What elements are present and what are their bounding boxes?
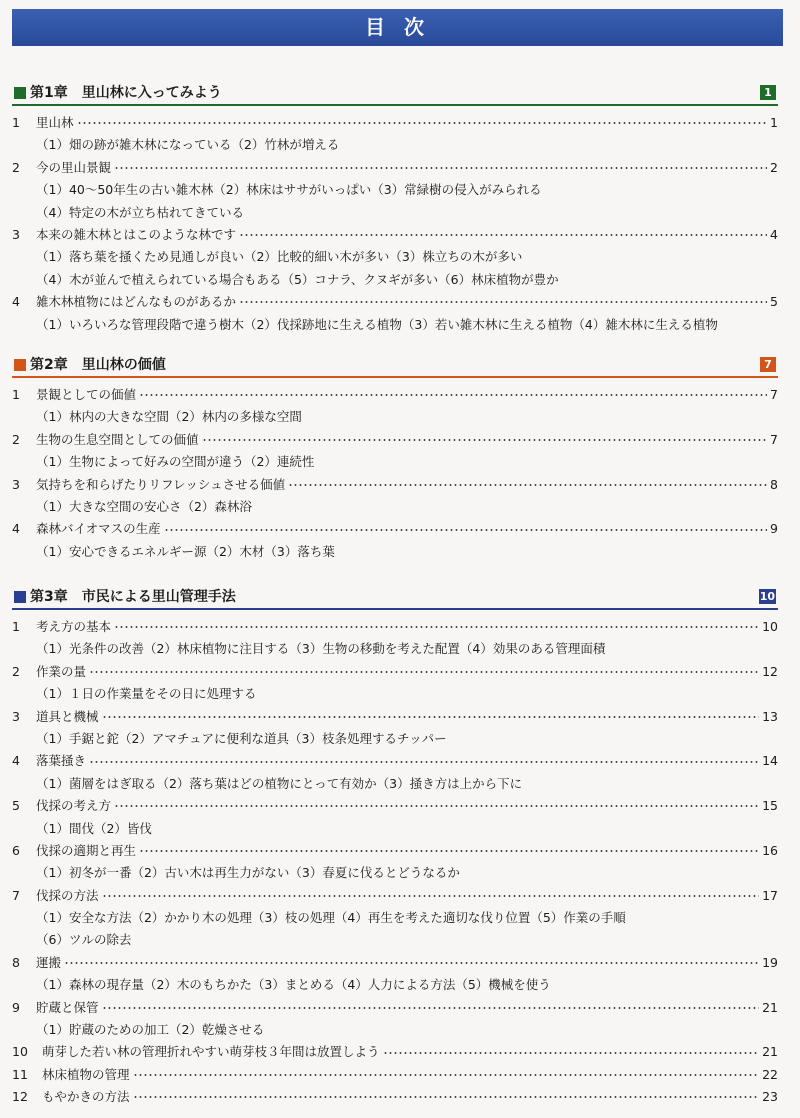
entry-page-number: 8 — [770, 476, 778, 492]
subtopic-line: （1）光条件の改善（2）林床植物に注目する（3）生物の移動を考えた配置（4）効果のある管理面積 — [36, 641, 606, 657]
toc-entry[interactable] — [12, 840, 778, 862]
entry-number: 7 — [12, 887, 20, 903]
entry-page-number: 14 — [762, 753, 778, 769]
toc-entry[interactable] — [12, 384, 778, 406]
dot-leader — [164, 529, 767, 531]
dot-leader — [288, 484, 767, 486]
entry-number: 11 — [12, 1066, 28, 1082]
dot-leader — [202, 439, 768, 441]
dot-leader — [102, 895, 760, 897]
entry-number: 4 — [12, 294, 20, 310]
entry-number: 3 — [12, 476, 20, 492]
chapter-header[interactable] — [12, 354, 778, 378]
square-bullet-icon — [14, 359, 26, 371]
entry-page-number: 7 — [770, 387, 778, 402]
toc-entry[interactable] — [12, 616, 778, 638]
entry-page-number: 21 — [762, 999, 778, 1015]
entry-label: 考え方の基本 — [36, 619, 112, 634]
toc-entry[interactable] — [12, 997, 778, 1019]
entry-label: 里山林 — [36, 115, 74, 130]
dot-leader — [114, 805, 759, 807]
toc-entry[interactable] — [12, 750, 778, 772]
chapter-page-badge: 10 — [759, 590, 775, 603]
entry-label: 雑木林植物にはどんなものがあるか — [36, 294, 237, 310]
entry-label: 今の里山景観 — [36, 159, 112, 175]
toc-entry[interactable] — [12, 429, 778, 451]
subtopic-line: （1）生物によって好みの空間が違う（2）連続性 — [36, 454, 315, 470]
subtopic-line: （6）ツルの除去 — [36, 932, 132, 948]
entry-label: 景観としての価値 — [36, 387, 137, 402]
dot-leader — [64, 962, 759, 964]
entry-page-number: 16 — [762, 842, 778, 858]
entry-page-number: 1 — [770, 115, 778, 130]
entry-label: 萌芽した若い林の管理折れやすい萌芽枝３年間は放置しよう — [42, 1044, 380, 1060]
dot-leader — [102, 1007, 760, 1009]
entry-number: 10 — [12, 1044, 28, 1060]
toc-entry[interactable] — [12, 952, 778, 974]
subtopic-line: （1）貯蔵のための加工（2）乾燥させる — [36, 1022, 265, 1038]
chapter-header[interactable] — [12, 82, 778, 106]
toc-entry[interactable] — [12, 518, 778, 540]
chapter-header[interactable] — [12, 586, 778, 610]
subtopic-line: （1）40～50年生の古い雑木林（2）林床はササがいっぱい（3）常緑樹の侵入がみられる — [36, 182, 542, 198]
toc-entry[interactable] — [12, 474, 778, 496]
entry-page-number: 19 — [762, 954, 778, 970]
dot-leader — [114, 626, 759, 628]
dot-leader — [239, 234, 767, 236]
entry-label: 林床植物の管理 — [42, 1066, 130, 1082]
chapter-title: 第3章 市民による里山管理手法 — [30, 589, 236, 605]
entry-number: 2 — [12, 663, 20, 679]
subtopic-line: （1）間伐（2）皆伐 — [36, 820, 152, 836]
entry-number: 1 — [12, 387, 20, 402]
dot-leader — [139, 394, 767, 396]
dot-leader — [139, 850, 759, 852]
entry-number: 2 — [12, 431, 20, 447]
toc-entry[interactable] — [12, 661, 778, 683]
entry-label: 落葉掻き — [36, 753, 87, 769]
dot-leader — [383, 1052, 760, 1054]
subtopic-line: （4）特定の木が立ち枯れてきている — [36, 204, 244, 220]
entry-page-number: 15 — [762, 798, 778, 814]
toc-entry[interactable] — [12, 157, 778, 179]
toc-entry[interactable] — [12, 1086, 778, 1108]
entry-label: 貯蔵と保管 — [36, 999, 99, 1015]
dot-leader — [239, 301, 767, 303]
toc-entry[interactable] — [12, 112, 778, 134]
subtopic-line: （1）落ち葉を掻くため見通しが良い（2）比較的細い木が多い（3）株立ちの木が多い — [36, 249, 523, 265]
dot-leader — [133, 1074, 760, 1076]
entry-number: 2 — [12, 159, 20, 175]
toc-entry[interactable] — [12, 1064, 778, 1086]
entry-page-number: 21 — [762, 1044, 778, 1060]
toc-entry[interactable] — [12, 1041, 778, 1063]
entry-label: 生物の生息空間としての価値 — [36, 431, 199, 447]
chapter-title: 第1章 里山林に入ってみよう — [30, 85, 222, 101]
entry-page-number: 2 — [770, 159, 778, 175]
entry-number: 12 — [12, 1089, 28, 1105]
entry-number: 5 — [12, 798, 20, 814]
entry-page-number: 22 — [762, 1066, 778, 1082]
entry-page-number: 12 — [762, 663, 778, 679]
chapter-section — [12, 586, 778, 1109]
entry-label: 運搬 — [36, 954, 62, 970]
dot-leader — [133, 1096, 760, 1098]
entry-label: 伐採の方法 — [36, 887, 99, 903]
subtopic-line: （1）林内の大きな空間（2）林内の多様な空間 — [36, 409, 302, 425]
entry-page-number: 5 — [770, 294, 778, 310]
entry-number: 8 — [12, 954, 20, 970]
entry-number: 6 — [12, 842, 20, 858]
dot-leader — [89, 761, 759, 763]
dot-leader — [102, 716, 760, 718]
chapter-page-badge: 7 — [760, 357, 776, 372]
toc-entry[interactable] — [12, 795, 778, 817]
toc-entry[interactable] — [12, 224, 778, 246]
toc-title: 目 次 — [12, 9, 783, 46]
dot-leader — [77, 122, 768, 124]
entry-label: 道具と機械 — [36, 708, 99, 724]
toc-entry[interactable] — [12, 706, 778, 728]
chapter-section — [12, 82, 778, 336]
entry-number: 1 — [12, 115, 20, 130]
entry-page-number: 10 — [762, 619, 778, 634]
entry-page-number: 13 — [762, 708, 778, 724]
subtopic-line: （1）安全な方法（2）かかり木の処理（3）枝の処理（4）再生を考えた適切な伐り位置（5）作業の手順 — [36, 910, 626, 926]
subtopic-line: （1）１日の作業量をその日に処理する — [36, 686, 257, 702]
subtopic-line: （1）いろいろな管理段階で違う樹木（2）伐採跡地に生える植物（3）若い雑木林に生える植物（4）雑木林に生える植物 — [36, 316, 718, 332]
entry-number: 3 — [12, 226, 20, 242]
entry-number: 3 — [12, 708, 20, 724]
chapter-page-badge: 1 — [760, 85, 776, 100]
entry-number: 4 — [12, 753, 20, 769]
dot-leader — [114, 167, 767, 169]
subtopic-line: （1）初冬が一番（2）古い木は再生力がない（3）春夏に伐るとどうなるか — [36, 865, 460, 881]
entry-page-number: 23 — [762, 1089, 778, 1105]
subtopic-line: （1）菌層をはぎ取る（2）落ち葉はどの植物にとって有効か（3）掻き方は上から下に — [36, 775, 523, 791]
entry-page-number: 7 — [770, 431, 778, 447]
entry-label: 伐採の適期と再生 — [36, 842, 137, 858]
subtopic-line: （1）大きな空間の安心さ（2）森林浴 — [36, 498, 252, 514]
entry-page-number: 17 — [762, 887, 778, 903]
entry-label: 気持ちを和らげたりリフレッシュさせる価値 — [36, 476, 286, 492]
entry-number: 1 — [12, 619, 20, 634]
subtopic-line: （1）森林の現存量（2）木のもちかた（3）まとめる（4）人力による方法（5）機械を使う — [36, 977, 551, 993]
entry-label: 森林バイオマスの生産 — [36, 521, 161, 537]
entry-page-number: 4 — [770, 226, 778, 242]
subtopic-line: （1）安心できるエネルギー源（2）木材（3）落ち葉 — [36, 543, 335, 559]
subtopic-line: （1）畑の跡が雑木林になっている（2）竹林が増える — [36, 137, 340, 153]
square-bullet-icon — [14, 87, 26, 99]
chapter-section — [12, 354, 778, 563]
square-bullet-icon — [14, 591, 26, 603]
entry-number: 9 — [12, 999, 20, 1015]
entry-label: 作業の量 — [36, 663, 87, 679]
entry-label: 伐採の考え方 — [36, 798, 112, 814]
toc-entry[interactable] — [12, 885, 778, 907]
dot-leader — [89, 671, 759, 673]
subtopic-line: （4）木が並んで植えられている場合もある（5）コナラ、クヌギが多い（6）林床植物が豊か — [36, 271, 559, 287]
subtopic-line: （1）手鋸と鉈（2）アマチュアに便利な道具（3）枝条処理するチッパー — [36, 730, 447, 746]
chapter-title: 第2章 里山林の価値 — [30, 357, 166, 373]
entry-number: 4 — [12, 521, 20, 537]
toc-entry[interactable] — [12, 291, 778, 313]
entry-page-number: 9 — [770, 521, 778, 537]
entry-label: もやかきの方法 — [42, 1089, 130, 1105]
entry-label: 本来の雑木林とはこのような林です — [36, 226, 237, 242]
